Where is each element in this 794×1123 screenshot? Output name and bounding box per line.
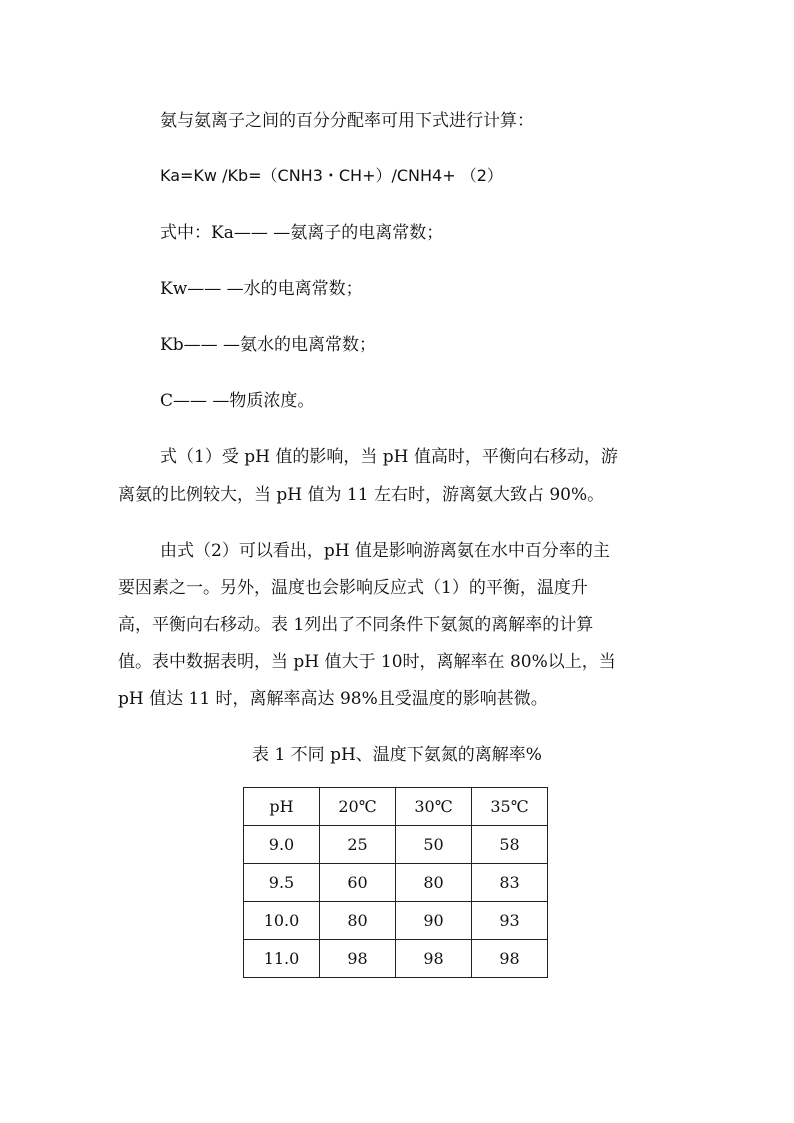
cell-value: 58 bbox=[472, 826, 548, 864]
paragraph-2-line-5: pH 值达 11 时，离解率高达 98%且受温度的影响甚微。 bbox=[118, 689, 548, 709]
formula-line: Ka=Kw /Kb=（CNH3・CH+）/CNH4+ （2） bbox=[160, 166, 503, 185]
cell-value: 83 bbox=[472, 864, 548, 902]
cell-ph: 9.0 bbox=[244, 826, 320, 864]
cell-value: 80 bbox=[396, 864, 472, 902]
paragraph-1-line-2: 离氨的比例较大，当 pH 值为 11 左右时，游离氨大致占 90%。 bbox=[118, 485, 605, 505]
dissociation-rate-table bbox=[243, 787, 548, 978]
cell-value: 98 bbox=[396, 940, 472, 978]
cell-ph: 11.0 bbox=[244, 940, 320, 978]
header-20c: 20℃ bbox=[320, 788, 396, 826]
definition-ka: 式中：Ka—— —氨离子的电离常数； bbox=[160, 223, 444, 243]
intro-text: 氨与氨离子之间的百分分配率可用下式进行计算： bbox=[160, 111, 534, 131]
definition-c: C—— —物质浓度。 bbox=[160, 391, 315, 411]
table-header-row bbox=[244, 788, 548, 826]
paragraph-2-line-1: 由式（2）可以看出，pH 值是影响游离氨在水中百分率的主 bbox=[160, 541, 610, 561]
cell-value: 60 bbox=[320, 864, 396, 902]
header-35c: 35℃ bbox=[472, 788, 548, 826]
cell-ph: 10.0 bbox=[244, 902, 320, 940]
table-row bbox=[244, 826, 548, 864]
cell-value: 98 bbox=[472, 940, 548, 978]
definition-kw: Kw—— —水的电离常数； bbox=[160, 279, 363, 299]
paragraph-2-line-3: 高，平衡向右移动。表 1列出了不同条件下氨氮的离解率的计算 bbox=[118, 615, 594, 635]
table-row bbox=[244, 940, 548, 978]
cell-value: 93 bbox=[472, 902, 548, 940]
header-30c: 30℃ bbox=[396, 788, 472, 826]
table-caption: 表 1 不同 pH、温度下氨氮的离解率% bbox=[252, 745, 542, 765]
paragraph-2-line-2: 要因素之一。另外，温度也会影响反应式（1）的平衡，温度升 bbox=[118, 578, 588, 598]
header-ph: pH bbox=[244, 788, 320, 826]
cell-value: 80 bbox=[320, 902, 396, 940]
cell-value: 98 bbox=[320, 940, 396, 978]
cell-value: 50 bbox=[396, 826, 472, 864]
paragraph-1-line-1: 式（1）受 pH 值的影响，当 pH 值高时，平衡向右移动，游 bbox=[160, 447, 618, 467]
cell-value: 25 bbox=[320, 826, 396, 864]
cell-ph: 9.5 bbox=[244, 864, 320, 902]
table-row bbox=[244, 902, 548, 940]
cell-value: 90 bbox=[396, 902, 472, 940]
paragraph-2-line-4: 值。表中数据表明，当 pH 值大于 10时，离解率在 80%以上，当 bbox=[118, 652, 616, 672]
definition-kb: Kb—— —氨水的电离常数； bbox=[160, 335, 376, 355]
table-row bbox=[244, 864, 548, 902]
